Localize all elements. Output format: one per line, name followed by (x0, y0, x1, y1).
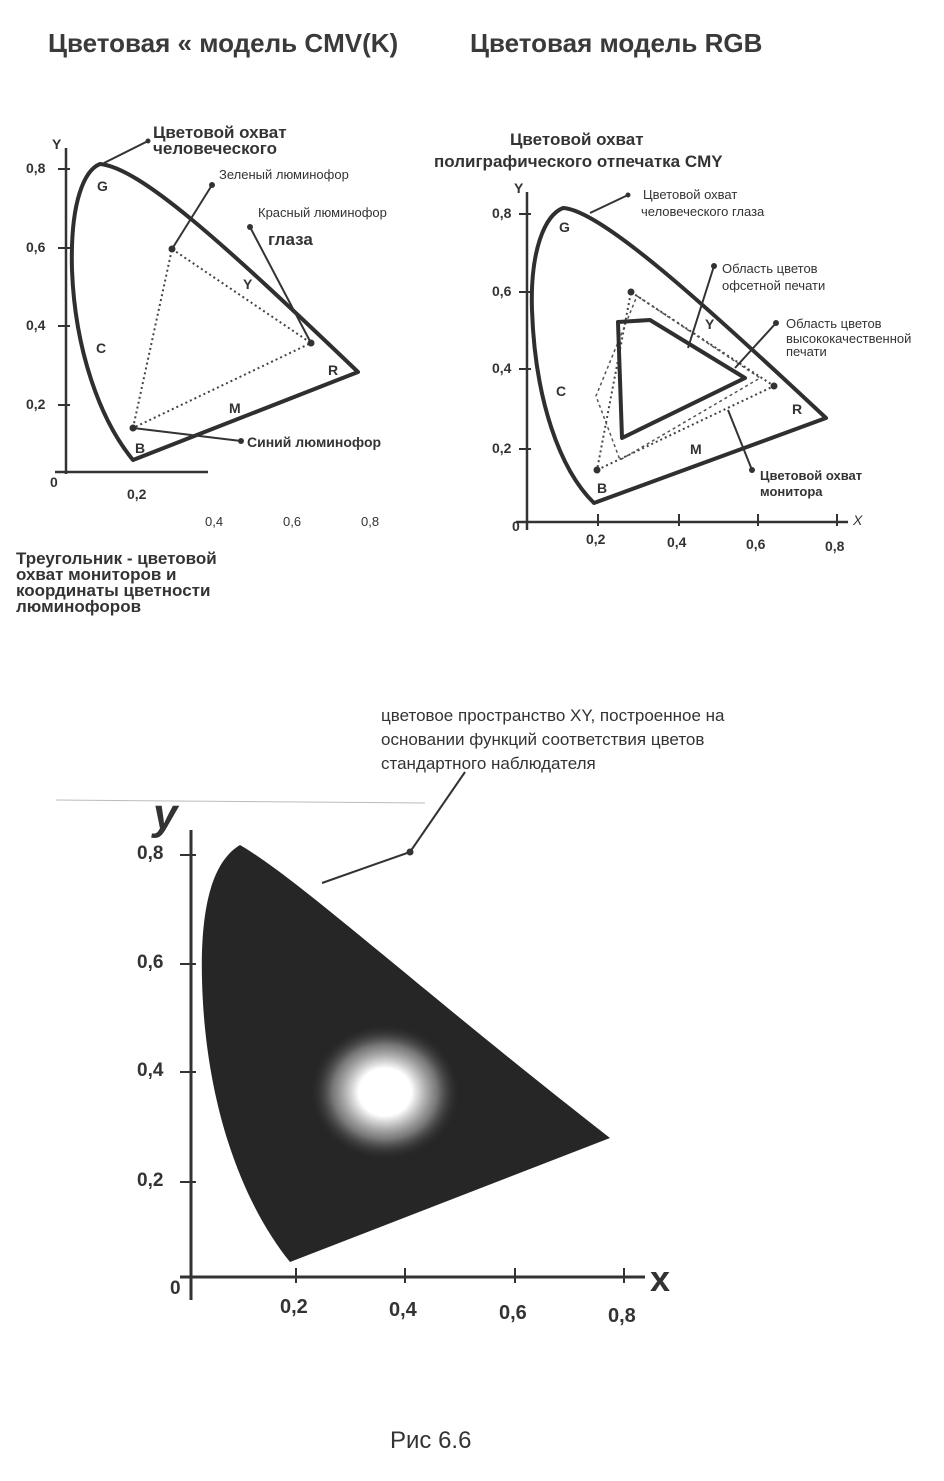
offset-area-line1: Область цветов (722, 261, 818, 276)
bottom-y-tick-08: 0,8 (137, 843, 164, 864)
left-x-tick-08: 0,8 (361, 514, 380, 529)
scan-line (56, 800, 425, 803)
left-y-tick-04: 0,4 (26, 317, 46, 333)
left-caption-line3: координаты цветности (16, 581, 211, 600)
bottom-x-tick-08: 0,8 (608, 1305, 636, 1327)
left-gamut-callout-line2: человеческого (153, 139, 278, 158)
hq-area-line3: печати (786, 344, 827, 359)
right-spectral-locus (532, 208, 826, 503)
blue-phosphor-label: Синий люминофор (247, 434, 382, 450)
right-y-tick-02: 0,2 (492, 440, 512, 456)
right-x-tick-02: 0,2 (586, 531, 606, 547)
left-letter-y: Y (243, 276, 253, 292)
right-axis-x-label: X (853, 512, 863, 528)
right-letter-g: G (559, 219, 570, 235)
bottom-x-tick-02: 0,2 (280, 1296, 308, 1318)
left-x-tick-02: 0,2 (127, 486, 147, 502)
right-letter-y: Y (705, 316, 715, 332)
right-x-tick-08: 0,8 (825, 538, 845, 554)
left-caption-line4: люминофоров (16, 597, 142, 616)
bottom-origin: 0 (170, 1278, 181, 1299)
left-gamut-callout-line3: глаза (268, 230, 313, 249)
bottom-axis-x-label: x (650, 1258, 671, 1299)
hq-area-line2: высококачественной (786, 331, 912, 346)
right-y-tick-04: 0,4 (492, 360, 512, 376)
bottom-y-tick-04: 0,4 (137, 1060, 164, 1081)
bottom-y-tick-06: 0,6 (137, 952, 164, 973)
left-letter-c: C (96, 340, 107, 356)
left-y-tick-06: 0,6 (26, 239, 46, 255)
left-x-tick-06: 0,6 (283, 514, 302, 529)
right-letter-r: R (792, 401, 803, 417)
bottom-x-tick-04: 0,4 (389, 1299, 417, 1321)
right-x-tick-06: 0,6 (746, 536, 766, 552)
right-monitor-line1: Цветовой охват (760, 468, 863, 483)
bottom-y-tick-02: 0,2 (137, 1170, 164, 1191)
right-letter-b: B (597, 480, 608, 496)
right-monitor-triangle (597, 292, 774, 470)
left-letter-m: M (229, 400, 241, 416)
right-axis-y-label: Y (514, 180, 524, 196)
left-axis-y-label: Y (52, 136, 62, 152)
right-y-tick-08: 0,8 (492, 205, 512, 221)
rgb-heading: Цветовая модель RGB (470, 28, 763, 58)
right-letter-m: M (690, 441, 702, 457)
left-letter-b: B (135, 440, 146, 456)
left-caption-line1: Треугольник - цветовой (16, 549, 217, 568)
left-letter-g: G (97, 178, 108, 194)
left-gamut-callout-line1: Цветовой охват (153, 123, 287, 142)
offset-area-line2: офсетной печати (722, 278, 826, 293)
figure-caption: Рис 6.6 (390, 1427, 472, 1454)
right-eye-callout-line2: человеческого глаза (641, 204, 765, 219)
right-title-line1: Цветовой охват (510, 130, 644, 149)
xy-space-note-line2: основании функций соответствия цветов (381, 730, 705, 749)
right-y-tick-06: 0,6 (492, 283, 512, 299)
right-letter-c: C (556, 383, 567, 399)
left-origin: 0 (50, 474, 58, 490)
bottom-x-tick-06: 0,6 (499, 1302, 527, 1324)
xy-space-note-line3: стандартного наблюдателя (381, 754, 596, 773)
xy-space-note-line1: цветовое пространство XY, построенное на (381, 706, 725, 725)
left-letter-r: R (328, 362, 339, 378)
green-phosphor-label: Зеленый люминофор (219, 167, 349, 182)
left-y-tick-08: 0,8 (26, 160, 46, 176)
left-y-tick-02: 0,2 (26, 396, 46, 412)
white-point-glow (310, 1024, 460, 1160)
hq-area-line1: Область цветов (786, 316, 882, 331)
right-eye-callout-line1: Цветовой охват (643, 187, 738, 202)
cmyk-heading: Цветовая « модель CMV(K) (48, 28, 399, 58)
right-offset-print-area (618, 320, 745, 438)
right-x-tick-04: 0,4 (667, 534, 687, 550)
red-phosphor-label: Красный люминофор (258, 205, 387, 220)
bottom-axis-y-label: y (153, 790, 178, 839)
right-title-line2: полиграфического отпечатка CMY (434, 152, 723, 171)
left-x-tick-04: 0,4 (205, 514, 224, 529)
right-monitor-line2: монитора (760, 484, 823, 499)
left-caption-line2: охват мониторов и (16, 565, 177, 584)
right-origin: 0 (512, 518, 520, 534)
